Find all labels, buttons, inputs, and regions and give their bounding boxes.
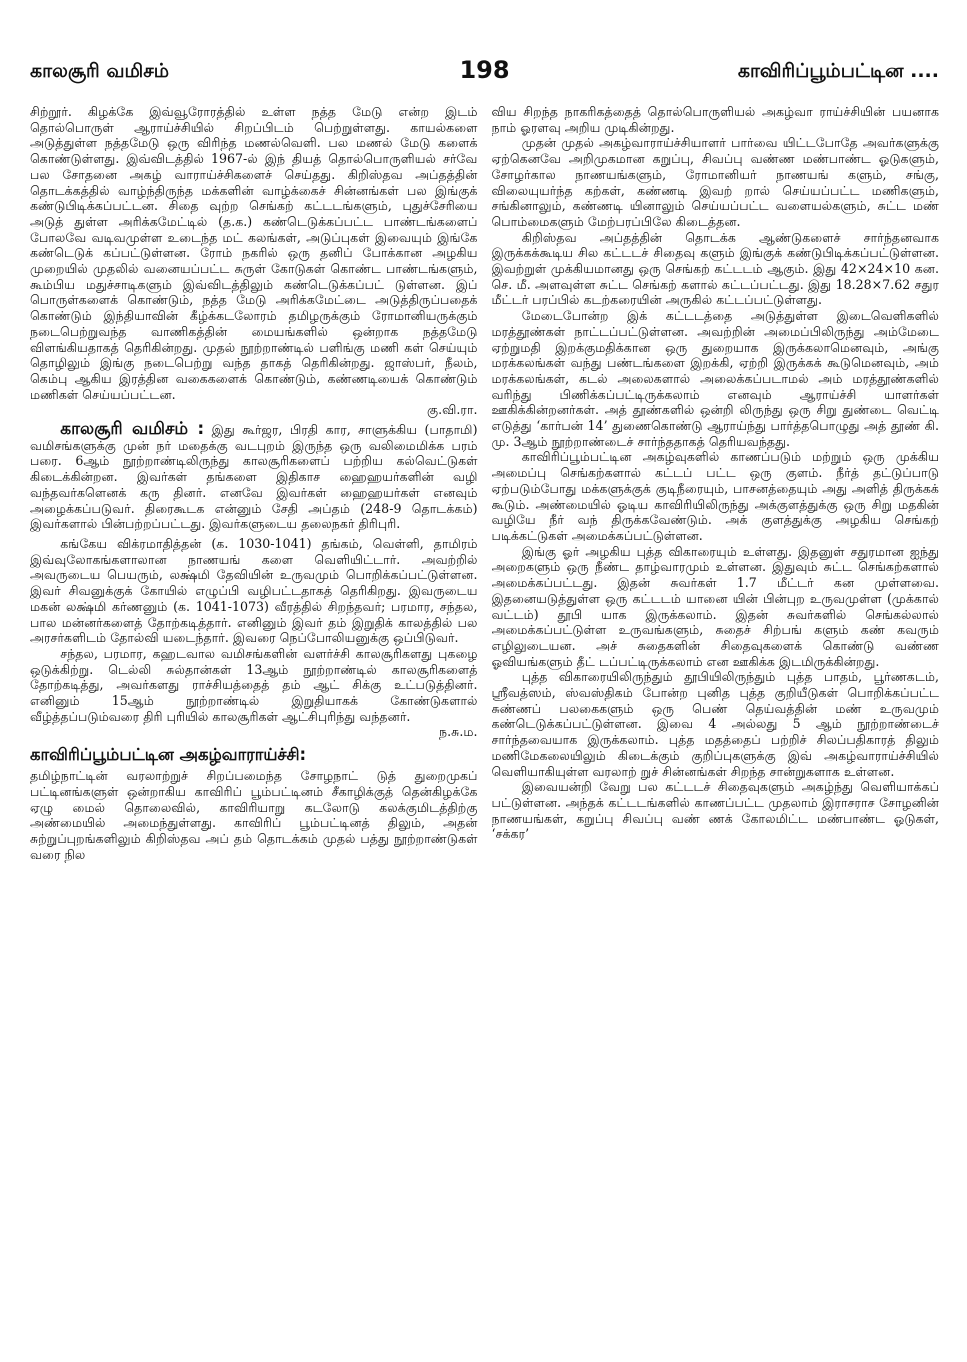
running-header [30, 56, 939, 86]
right-paragraph-8: இவையன்றி வேறு பல கட்டடச் சிதைவுகளும் அகழ்ந்து வெளியாக்கப் பட்டுள்ளன. அந்தக் கட்டடங்களில் காணப்பட்ட முதலாம் இராசராச சோழனின் நாணயங்கள், கறுப்பு சிவப்பு வண் ணக் கோலமிட்ட மண்பாண்ட ஓடுகள், ‘சக்கர’ [491, 779, 939, 842]
right-paragraph-1: விய சிறந்த நாகரிகத்தைத் தொல்பொருளியல் அகழ்வா ராய்ச்சியின் பயனாக நாம் ஓரளவு அறிய முடிகின்றது. [491, 104, 939, 135]
right-paragraph-2: முதன் முதல் அகழ்வாராய்ச்சியாளர் பார்வை யிட்டபோதே அவர்களுக்கு ஏற்கெனவே அறிமுகமான கறுப்பு, சிவப்பு வண்ண மண்பாண்ட ஓடுகளும், சோழர்கால நாணயங்களும், ரோமானியர் நாணயங் களும், சங்கு, விலையுயர்ந்த கற்கள், கண்ணடி இவற் றால் செய்யப்பட்ட மணிகளும், சங்கினாலும், கண்ணடி யினாலும் செய்யப்பட்ட வளையல்களும், சுட்ட மண் பொம்மைகளும் மேற்பரப்பிலே கிடைத்தன. [491, 135, 939, 229]
kalachuri-text-1: இது கூர்ஜர, பிரதி கார, சாளுக்கிய (பாதாமி) வமிசங்களுக்கு முன் நர் மதைக்கு வடபுறம் இருந்த ஒரு வலிமைமிக்க பரம் பரை. 6ஆம் நூற்றாண்டிலிருந்து காலசூரிகளைப் பற்றிய கல்வெட்டுகள் கிடைக்கின்றன. இவர்கள் தங்களை இதிகாச ஹைஹயர்களின் வழி வந்தவர்களெனக் கரு தினர். எனவே இவர்கள் ஹைஹயர்கள் எனவும் அழைக்கப்படுவர். திரைகூடக என்னும் சேதி அப்தம் (248-9 தொடக்கம்) இவர்களால் பின்பற்றப்பட்டது. இவர்களுடைய தலைநகர் திரிபுரி. [30, 422, 478, 532]
right-paragraph-7: புத்த விகாரையிலிருந்தும் தூபியிலிருந்தும் புத்த பாதம், பூர்ணகடம், ஸ்ரீவத்ஸம், ஸ்வஸ்திகம் போன்ற புனித புத்த குறியீடுகள் பொறிக்கப்பட்ட சுண்ணப் பலகைகளும் ஒரு பெண் தெய்வத்தின் மண் உருவமும் கண்டெடுக்கப்பட்டுள்ளன. இவை 4 அல்லது 5 ஆம் நூற்றாண்டைச் சார்ந்தவையாக இருக்கலாம். புத்த மதத்தைப் பற்றிச் சிலப்பதிகாரத் திலும் மணிமேகலையிலும் கிடைக்கும் குறிப்புகளுக்கு இவ் அகழ்வாராய்ச்சியில் வெளியாகியுள்ள வரலாற் றுச் சின்னங்கள் சிறந்த சான்றுகளாக உள்ளன. [491, 669, 939, 779]
header-right-title: காவிரிப்பூம்பட்டின .... [737, 60, 939, 82]
text-columns [30, 104, 939, 1334]
author-signature-1: கு.வி.ரா. [426, 402, 478, 418]
right-column [492, 104, 940, 1334]
right-paragraph-5: காவிரிப்பூம்பட்டின அகழ்வுகளில் காணப்படும் மற்றும் ஒரு முக்கிய அமைப்பு செங்கற்களால் கட்டப் பட்ட ஒரு குளம். நீர்த் தட்டுப்பாடு ஏற்படும்போது மக்களுக்குக் குடிநீரையும், பாசனத்தையும் அது அளித் திருக்கக் கூடும். அண்மையில் ஓடிய காவிரியிலிருந்து அக்குளத்துக்கு ஒரு சிறு மதகின் வழியே நீர் வந் திருக்கவேண்டும். அக் குளத்துக்கு அழகிய செங்கற் படிக்கட்டுகள் அமைக்கப்பட்டுள்ளன. [491, 449, 939, 543]
right-paragraph-4: மேடைபோன்ற இக் கட்டடத்தை அடுத்துள்ள இடைவெளிகளில் மரத்தூண்கள் நாட்டப்பட்டுள்ளன. அவற்றின் அமைப்பிலிருந்து அம்மேடை ஏற்றுமதி இறக்குமதிக்கான ஒரு துறையாக இருக்கலாமெனவும், அங்கு மரக்கலங்கள் வந்து பண்டங்களை இறக்கி, ஏற்றி இருக்கக் கூடுமெனவும், அம் மரக்கலங்கள், கடல் அலைகளால் அலைக்கப்படாமல் அம் மரத்தூண்களில் வரிந்து பிணிக்கப்பட்டிருக்கலாம் எனவும் ஆராய்ச்சி யாளர்கள் ஊகிக்கின்றனர்கள். அத் தூண்களில் ஒன்றி லிருந்து ஒரு சிறு துண்டை வெட்டி எடுத்து ‘கார்பன் 14’ துணைகொண்டு ஆராய்ந்து பார்த்தபொழுது அத் தூண் கி. மு. 3ஆம் நூற்றாண்டைச் சார்ந்ததாகத் தெரியவந்தது. [491, 308, 939, 449]
kalachuri-entry-paragraph-3: சந்தல, பரமார, கஹடவால வமிசங்களின் வளர்ச்சி காலசூரிகளது புகழை ஒடுக்கிற்று. டெல்லி சுல்தான்கள் 13ஆம் நூற்றாண்டில் காலசூரிகளைத் தோற்கடித்து, அவர்களது ராச்சியத்தைத் தம் ஆட் சிக்கு உட்படுத்தினர். எனினும் 15ஆம் நூற்றாண்டில் இறுதியாகக் கோண்டுகளால் வீழ்த்தப்படும்வரை திரி புரியில் காலசூரிகள் ஆட்சிபுரிந்து வந்தனர். [30, 645, 478, 724]
kalachuri-entry-heading: காலசூரி வமிசம் : [60, 419, 205, 440]
left-paragraph-1: சிற்றூர். கிழக்கே இவ்வூரோரத்தில் உள்ள நத்த மேடு என்ற இடம் தொல்பொருள் ஆராய்ச்சியில் சிறப்பிடம் பெற்றுள்ளது. காயல்களை அடுத்துள்ள நத்தமேடு ஒரு விரிந்த மணல்வெளி. பல மணல் மேடு களைக் கொண்டுள்ளது. இவ்விடத்தில் 1967-ல் இந் தியத் தொல்பொருளியல் சர்வே பல சோதனை அகழ் வாராய்ச்சிகளைச் செய்தது. கிறிஸ்தவ அப்தத்தின் தொடக்கத்தில் வாழ்ந்திருந்த மக்களின் வாழ்க்கைச் சின்னங்கள் பல இங்குக் கண்டுபிடிக்கப்பட்டன. சிதை வுற்ற செங்கற் கட்டடங்களும், புதுச்சேரியை அடுத் துள்ள அரிக்கமேட்டில் (த.க.) கண்டெடுக்கப்பட்ட பாண்டங்களைப் போலவே வடிவமுள்ள உடைந்த மட் கலங்கள், அடுப்புகள் இவையும் இங்கே கண்டெடுக் கப்பட்டுள்ளன. ரோம் நகரில் ஒரு தனிப் போக்கான அழகிய முறையில் முதலில் வனையப்பட்ட சுருள் கோடுகள் கொண்ட பாண்டங்களும், கூம்பிய மதுச்சாடிகளும் இவ்விடத்திலும் கண்டெடுக்கப்பட் டுள்ளன. இப் பொருள்களைக் கொண்டும், நத்த மேடு அரிக்கமேட்டை அடுத்திருப்பதைக் கொண்டும் இந்தியாவின் கீழ்க்கடலோரம் தமிழருக்கும் ரோமானியருக்கும் நடைபெற்றுவந்த வாணிகத்தின் மையங்களில் ஒன்றாக நத்தமேடு விளங்கியதாகத் தெரிகின்றது. முதல் நூற்றாண்டில் பளிங்கு மணி கள் செய்யும் தொழிலும் இங்கு நடைபெற்று வந்த தாகத் தெரிகின்றது. ஜாஸ்பர், நீலம், கெம்பு ஆகிய இரத்தின வகைகளைக் கொண்டும், கண்ணடியைக் கொண்டும் மணிகள் செய்யப்பட்டன. [30, 104, 478, 402]
right-paragraph-6: இங்கு ஓர் அழகிய புத்த விகாரையும் உள்ளது. இதனுள் சதுரமான ஐந்து அறைகளும் ஒரு நீண்ட தாழ்வாரமும் உள்ளன. இதுவும் சுட்ட செங்கற்களால் அமைக்கப்பட்டது. இதன் சுவர்கள் 1.7 மீட்டர் கன முள்ளவை. இதனையடுத்துள்ள ஒரு கட்டடம் யானை யின் பின்புற உருவமுள்ள (முக்கால் வட்டம்) தூபி யாக இருக்கலாம். இதன் சுவர்களில் செங்கல்லால் அமைக்கப்பட்டுள்ள உருவங்களும், சுதைச் சிற்பங் களும் கண் கவரும் எழிலுடையன. அச் சுதைகளின் சிதைவுகளைக் கொண்டு வண்ண ஓவியங்களும் தீட் டப்பட்டிருக்கலாம் என ஊகிக்க இடமிருக்கின்றது. [491, 543, 939, 669]
kalachuri-entry-paragraph-1 [30, 419, 478, 532]
right-paragraph-3: கிறிஸ்தவ அப்தத்தின் தொடக்க ஆண்டுகளைச் சார்ந்தனவாக இருக்கக்கூடிய சில கட்டடச் சிதைவு களும் இங்குக் கண்டுபிடிக்கப்பட்டுள்ளன. இவற்றுள் முக்கியமானது ஒரு செங்கற் கட்டடம் ஆகும். இது 42×24×10 கன. செ. மீ. அளவுள்ள சுட்ட செங்கற் களால் கட்டப்பட்டது. இது 18.28×7.62 சதுர மீட்டர் பரப்பில் கடற்கரையின் அருகில் கட்டப்பட்டுள்ளது. [491, 229, 939, 308]
header-left-title: காலசூரி வமிசம் [30, 60, 170, 82]
page-number: 198 [459, 56, 510, 84]
kaveri-entry-paragraph-1: தமிழ்நாட்டின் வரலாற்றுச் சிறப்பமைந்த சோழநாட் டுத் துறைமுகப் பட்டினங்களுள் ஒன்றாகிய காவிரிப் பூம்பட்டினம் சீகாழிக்குத் தென்கிழக்கே ஏழு மைல் தொலைவில், காவிரியாறு கடலோடு கலக்குமிடத்திற்கு அண்மையில் அமைந்துள்ளது. காவிரிப் பூம்பட்டினத் திலும், அதன் சுற்றுப்புறங்களிலும் கிறிஸ்தவ அப் தம் தொடக்கம் முதல் பத்து நூற்றாண்டுகள் வரை நில [30, 768, 478, 862]
kalachuri-entry-paragraph-2: கங்கேய விக்ரமாதித்தன் (க. 1030-1041) தங்கம், வெள்ளி, தாமிரம் இவ்வுலோகங்களாலான நாணயங் களை வெளியிட்டார். அவற்றில் அவருடைய பெயரும், லக்ஷ்மி தேவியின் உருவமும் பொறிக்கப்பட்டுள்ளன. இவர் சிவனுக்குக் கோயில் எழுப்பி வழிபட்டதாகத் தெரிகிறது. இவருடைய மகன் லக்ஷ்மி கர்ணனும் (க. 1041-1073) வீரத்தில் சிறந்தவர்; பரமார, சந்தல, பால மன்னர்களைத் தோற்கடித்தார். எனினும் இவர் தம் இறுதிக் காலத்தில் பல அரசர்களிடம் தோல்வி யடைந்தார். இவரை நெப்போலியனுக்கு ஒப்பிடுவர். [30, 535, 478, 646]
kaveri-entry-heading: காவிரிப்பூம்பட்டின அகழ்வாராய்ச்சி: [30, 745, 307, 765]
author-signature-2: ந.சு.ம. [439, 724, 478, 740]
left-column [30, 104, 478, 1334]
